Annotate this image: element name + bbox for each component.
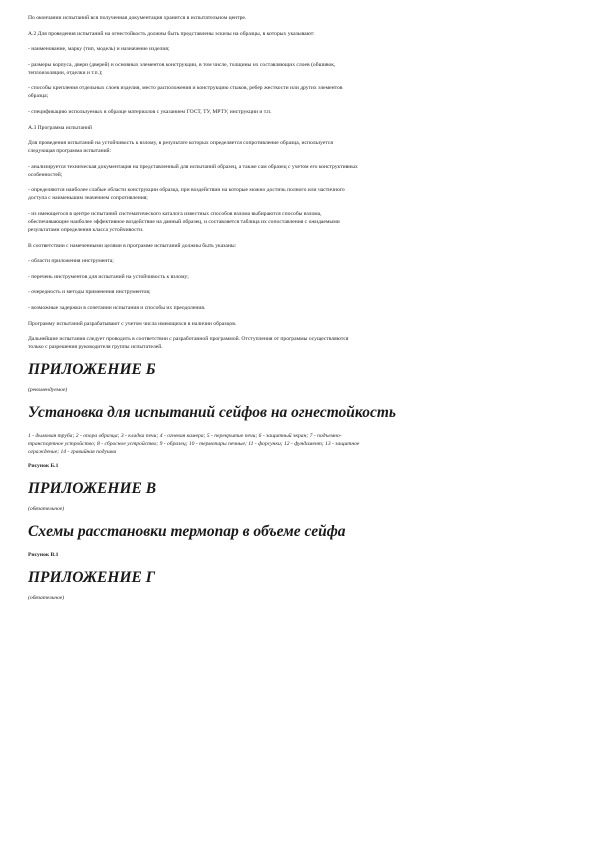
figure-legend: 1 - дымовая труба; 2 - опора образца; 3 - кладка печи; 4 - огневая камера; 5 - перекрытие печи; 6 - защитный экран; 7 - подъемно- транспортное устройство; 8 - сбросное устройство; 9 - образец; 10 - термопары печные; 11 - форсунки; 12 - фундамент; 13 - защитное ограждение; 14 - гравийная подушка	[28, 433, 360, 456]
list-item: - анализируется техническая документация на представленный для испытаний образец, а также сам образец с учетом его конструктивных особенностей;	[28, 163, 358, 178]
paragraph: Для проведения испытаний на устойчивость к взлому, в результате которых определяется сопротивление образца, используется следующая программа испытаний:	[28, 140, 333, 155]
appendix-v-title: Схемы расстановки термопар в объеме сейфа	[28, 523, 346, 541]
appendix-b-note: (рекомендуемое)	[28, 387, 68, 394]
list-item: - спецификацию используемых в образце материалов с указанием ГОСТ, ТУ, МРТУ, инструкции и т.п.	[28, 108, 272, 115]
list-item: - очередность и методы применения инструментов;	[28, 289, 151, 296]
paragraph: А.2 Для проведения испытаний на огнестойкость должны быть представлены эскизы на образцы, в которых указывают:	[28, 30, 315, 37]
appendix-g-heading: ПРИЛОЖЕНИЕ Г	[28, 569, 156, 587]
paragraph: В соответствии с намеченными целями в программе испытаний должны быть указаны:	[28, 242, 237, 249]
section-heading: А.3 Программа испытаний	[28, 124, 92, 131]
appendix-g-note: (обязательное)	[28, 595, 65, 602]
list-item: - области приложения инструмента;	[28, 258, 114, 265]
appendix-v-note: (обязательное)	[28, 506, 65, 513]
list-item: - возможные задержки в сочетании испытания и способы их преодоления.	[28, 304, 206, 311]
list-item: - перечень инструментов для испытаний на устойчивость к взлому;	[28, 273, 189, 280]
paragraph: Дальнейшие испытания следует проводить в соответствии с разработанной программой. Отступления от программы осуществляются только с разрешения руководителя группы испытателей.	[28, 336, 349, 351]
appendix-b-heading: ПРИЛОЖЕНИЕ Б	[28, 361, 156, 379]
appendix-v-heading: ПРИЛОЖЕНИЕ В	[28, 480, 157, 498]
list-item: - размеры корпуса, двери (дверей) и основных элементов конструкции, в том числе, толщины их составляющих слоев (обшивок, теплоизоляции, отделки и т.п.);	[28, 61, 336, 76]
paragraph: По окончании испытаний вся полученная документация хранится в испытательном центре.	[28, 15, 247, 21]
appendix-b-title: Установка для испытаний сейфов на огнестойкость	[28, 404, 396, 422]
figure-caption-b1: Рисунок Б.1	[28, 463, 59, 470]
list-item: - способы крепления отдельных слоев изделия, место расположения и конструкцию стыков, ребер жесткости или других элементов образца;	[28, 85, 343, 100]
figure-caption-v1: Рисунок В.1	[28, 552, 59, 559]
list-item: - наименование, марку (тип, модель) и назначение изделия;	[28, 46, 170, 53]
list-item: - из имеющегося в центре испытаний систематического каталога известных способов взлома выбираются способы взлома, обеспечивающие наиболее эффективное воздействие на данный образец, и составляется таблица их сопоставления с ожидаемыми результатами определения класса устойчивости.	[28, 210, 340, 233]
list-item: - определяются наиболее слабые области конструкции образца, при воздействии на которые можно достичь полного или частичного доступа с наименьшим значением сопротивления;	[28, 187, 345, 202]
document-page	[28, 14, 568, 610]
paragraph: Программу испытаний разрабатывают с учетом числа имеющихся в наличии образцов.	[28, 320, 237, 327]
